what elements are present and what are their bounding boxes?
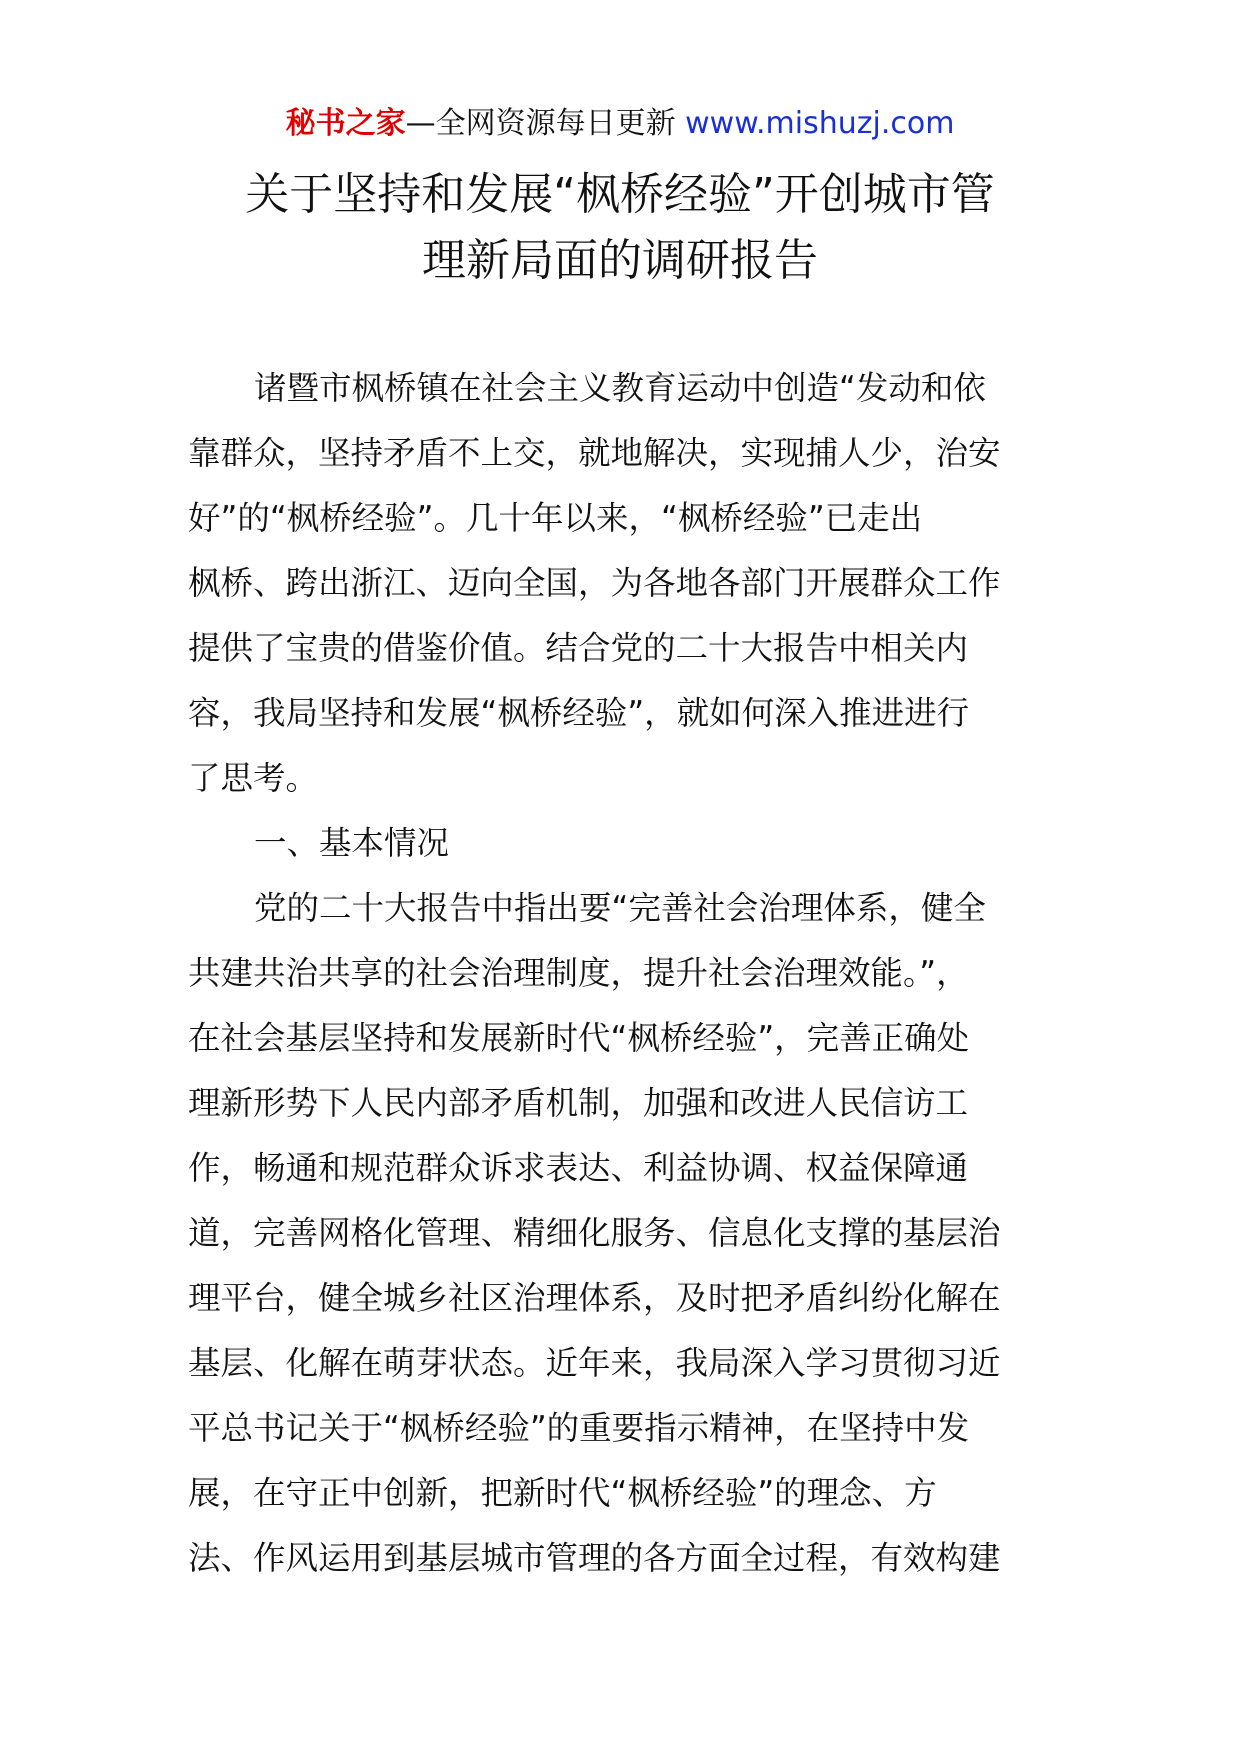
- document-body: [188, 356, 1054, 1591]
- paragraph-line: 基层、化解在萌芽状态。近年来，我局深入学习贯彻习近: [188, 1344, 1001, 1382]
- paragraph-line: 了思考。: [188, 759, 319, 797]
- paragraph-line: 作，畅通和规范群众诉求表达、利益协调、权益保障通: [188, 1149, 969, 1187]
- paragraph-line: 党的二十大报告中指出要“完善社会治理体系，健全: [254, 889, 986, 927]
- paragraph-line: 法、作风运用到基层城市管理的各方面全过程，有效构建: [188, 1539, 1001, 1577]
- paragraph-line: 理平台，健全城乡社区治理体系，及时把矛盾纠纷化解在: [188, 1279, 1001, 1317]
- site-url[interactable]: www.mishuzj.com: [685, 106, 955, 141]
- paragraph-line: 枫桥、跨出浙江、迈向全国，为各地各部门开展群众工作: [188, 564, 1001, 602]
- paragraph-line: 在社会基层坚持和发展新时代“枫桥经验”，完善正确处: [188, 1019, 970, 1057]
- site-banner: [0, 104, 1240, 144]
- paragraph-line: 靠群众，坚持矛盾不上交，就地解决，实现捕人少，治安: [188, 434, 1001, 472]
- section-heading: 一、基本情况: [254, 824, 450, 862]
- paragraph-line: 共建共治共享的社会治理制度，提升社会治理效能。”，: [188, 954, 969, 992]
- paragraph-line: 道，完善网格化管理、精细化服务、信息化支撑的基层治: [188, 1214, 1001, 1252]
- paragraph-line: 诸暨市枫桥镇在社会主义教育运动中创造“发动和依: [254, 369, 986, 407]
- title-line: 关于坚持和发展“枫桥经验”开创城市管: [245, 169, 995, 220]
- paragraph-line: 平总书记关于“枫桥经验”的重要指示精神，在坚持中发: [188, 1409, 970, 1447]
- paragraph-line: 好”的“枫桥经验”。几十年以来，“枫桥经验”已走出: [188, 499, 923, 537]
- paragraph-line: 展，在守正中创新，把新时代“枫桥经验”的理念、方: [188, 1474, 937, 1512]
- paragraph-line: 理新形势下人民内部矛盾机制，加强和改进人民信访工: [188, 1084, 969, 1122]
- document-title: [180, 162, 1060, 294]
- paragraph-line: 容，我局坚持和发展“枫桥经验”，就如何深入推进进行: [188, 694, 970, 732]
- banner-tagline: —全网资源每日更新: [405, 106, 686, 141]
- paragraph-line: 提供了宝贵的借鉴价值。结合党的二十大报告中相关内: [188, 629, 969, 667]
- brand-name: 秘书之家: [285, 106, 406, 141]
- title-line: 理新局面的调研报告: [422, 235, 818, 286]
